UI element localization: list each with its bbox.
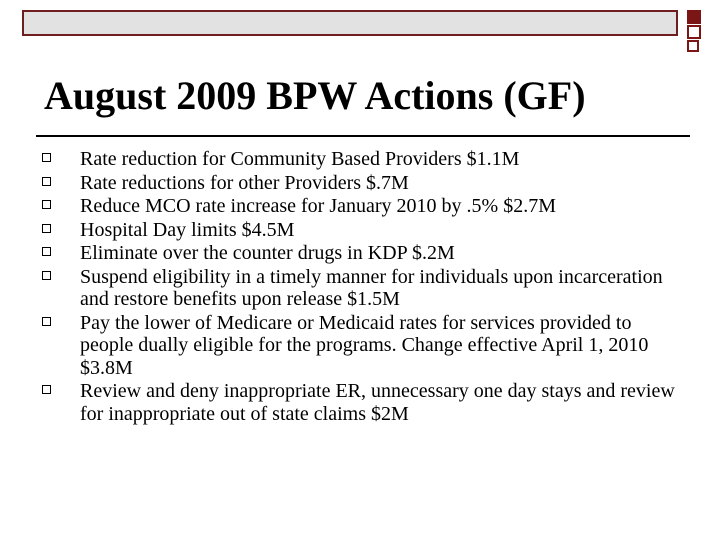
bullet-item xyxy=(40,172,680,195)
bullet-item xyxy=(40,148,680,171)
bullet-text: Rate reductions for other Providers $.7M xyxy=(80,171,409,194)
decorative-top-bar xyxy=(22,10,678,36)
hollow-square-bullet-icon xyxy=(42,224,51,233)
title-divider xyxy=(36,135,690,137)
bullet-text: Review and deny inappropriate ER, unnecessary one day stays and review for inappropriate out of state claims $2M xyxy=(80,380,675,425)
slide-title: August 2009 BPW Actions (GF) xyxy=(44,73,586,118)
bullet-item xyxy=(40,312,680,380)
bullet-text: Rate reduction for Community Based Providers $1.1M xyxy=(80,148,520,170)
hollow-square-bullet-icon xyxy=(42,317,51,326)
bullet-item xyxy=(40,219,680,242)
bullet-item xyxy=(40,380,680,425)
bullet-item xyxy=(40,242,680,265)
hollow-square-bullet-icon xyxy=(42,271,51,280)
bullet-text: Hospital Day limits $4.5M xyxy=(80,218,295,241)
hollow-square-bullet-icon xyxy=(42,385,51,394)
bullet-item xyxy=(40,266,680,311)
hollow-square-bullet-icon xyxy=(42,177,51,186)
bullet-text: Eliminate over the counter drugs in KDP $.2M xyxy=(80,242,455,264)
outline-square-icon xyxy=(687,25,701,39)
hollow-square-bullet-icon xyxy=(42,247,51,256)
decorative-corner-squares xyxy=(686,10,708,44)
bullet-item xyxy=(40,195,680,218)
outline-square-icon xyxy=(687,40,699,52)
hollow-square-bullet-icon xyxy=(42,200,51,209)
bullet-list xyxy=(40,148,680,426)
bullet-text: Reduce MCO rate increase for January 2010 by .5% $2.7M xyxy=(80,195,556,217)
bullet-text: Pay the lower of Medicare or Medicaid rates for services provided to people dually eligible for the programs. Change effective April 1, 2010 $3.8M xyxy=(80,311,649,379)
filled-square-icon xyxy=(687,10,701,24)
hollow-square-bullet-icon xyxy=(42,153,51,162)
bullet-text: Suspend eligibility in a timely manner for individuals upon incarceration and restore benefits upon release $1.5M xyxy=(80,265,663,310)
